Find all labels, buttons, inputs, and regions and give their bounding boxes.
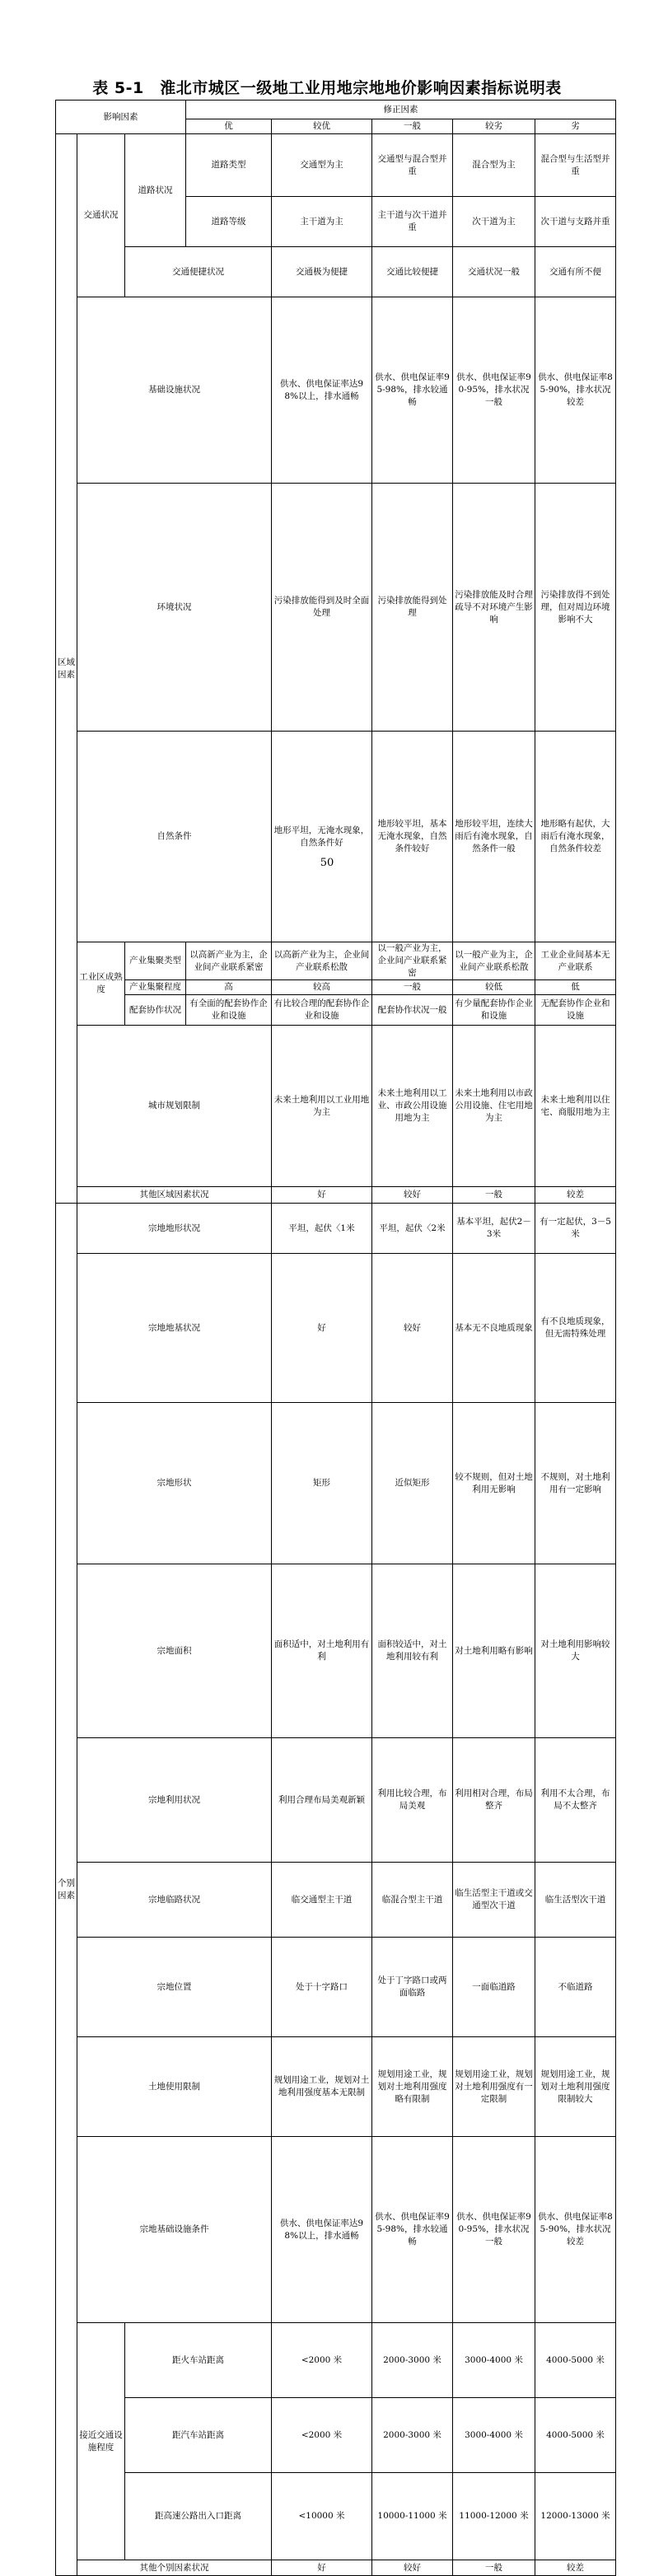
value-cell: 供水、供电保证率90-95%，排水状况一般 — [453, 2137, 535, 2323]
value-cell: 规划用途工业，规划对土地利用强度基本无限制 — [272, 2037, 372, 2137]
value-cell: 临交通型主干道 — [272, 1863, 372, 1938]
factor-name: 土地使用限制 — [77, 2037, 272, 2137]
value-cell: 对土地利用略有影响 — [453, 1564, 535, 1738]
value-cell: 污染排放能得到及时全面处理 — [272, 484, 372, 732]
factor-name: 宗地地形状况 — [77, 1204, 272, 1254]
factor-name: 道路等级 — [186, 197, 272, 247]
value-cell: <2000 米 — [272, 2398, 372, 2473]
factor-name: 城市规划限制 — [77, 1026, 272, 1187]
value-cell: 配套协作状况一般 — [372, 995, 453, 1026]
value-cell: 以高新产业为主，企业间产业联系松散 — [272, 942, 372, 980]
value-cell: 4000-5000 米 — [535, 2323, 616, 2398]
value-cell: 4000-5000 米 — [535, 2398, 616, 2473]
value-cell: 好 — [272, 1254, 372, 1403]
value-cell: 临生活型主干道或交通型次干道 — [453, 1863, 535, 1938]
subgroup-label: 交通状况 — [77, 134, 125, 297]
value-cell: <2000 米 — [272, 2323, 372, 2398]
value-cell: 规划用途工业，规划对土地利用强度有一定限制 — [453, 2037, 535, 2137]
value-cell: 污染排放得不到处理，但对周边环境影响不大 — [535, 484, 616, 732]
value-cell: 较好 — [372, 1187, 453, 1204]
value-cell: 交通型为主 — [272, 134, 372, 197]
value-cell: 工业企业间基本无产业联系 — [535, 942, 616, 980]
factor-name: 产业集聚程度 — [125, 980, 186, 995]
value-cell: 有比较合理的配套协作企业和设施 — [272, 995, 372, 1026]
value-cell: 地形较平坦，基本无淹水现象，自然条件较好 — [372, 732, 453, 942]
value-cell: 未来土地利用以工业、市政公用设施用地为主 — [372, 1026, 453, 1187]
value-cell: 较差 — [535, 2560, 616, 2576]
value-cell: 交通有所不便 — [535, 247, 616, 297]
value-cell: 面积较适中，对土地利用较有利 — [372, 1564, 453, 1738]
value-cell: 主干道与次干道并重 — [372, 197, 453, 247]
value-cell: 地形平坦，无淹水现象，自然条件好 — [272, 732, 372, 942]
value-cell: 以高新产业为主，企业间产业联系紧密 — [186, 942, 272, 980]
value-cell: 不临道路 — [535, 1938, 616, 2037]
value-cell: 10000-11000 米 — [372, 2473, 453, 2560]
value-cell: 未来土地利用以住宅、商服用地为主 — [535, 1026, 616, 1187]
factor-name: 道路类型 — [186, 134, 272, 197]
factor-name: 其他区域因素状况 — [77, 1187, 272, 1204]
value-cell: 次干道为主 — [453, 197, 535, 247]
factor-name: 宗地临路状况 — [77, 1863, 272, 1938]
subgroup-label: 工业区成熟度 — [77, 942, 125, 1026]
value-cell: 污染排放能及时合理疏导不对环境产生影响 — [453, 484, 535, 732]
value-cell: 供水、供电保证率95-98%，排水较通畅 — [372, 297, 453, 484]
value-cell: 混合型与生活型并重 — [535, 134, 616, 197]
value-cell: 利用比较合理，布局美观 — [372, 1738, 453, 1863]
factor-name: 基础设施状况 — [77, 297, 272, 484]
grade-header: 优 — [186, 119, 272, 134]
header-correction-label: 修正因素 — [186, 101, 616, 119]
value-cell: 规划用途工业，规划对土地利用强度限制较大 — [535, 2037, 616, 2137]
value-cell: 规划用途工业，规划对土地利用强度略有限制 — [372, 2037, 453, 2137]
value-cell: 11000-12000 米 — [453, 2473, 535, 2560]
page-number: 50 — [320, 857, 334, 869]
factor-name: 宗地基础设施条件 — [77, 2137, 272, 2323]
category-label: 个别因素 — [56, 1204, 77, 2576]
factor-name: 环境状况 — [77, 484, 272, 732]
value-cell: 有一定起伏，3－5米 — [535, 1204, 616, 1254]
value-cell: 以一般产业为主，企业间产业联系松散 — [453, 942, 535, 980]
value-cell: 较差 — [535, 1187, 616, 1204]
value-cell: 临生活型次干道 — [535, 1863, 616, 1938]
value-cell: 地形较平坦，连续大雨后有淹水现象，自然条件一般 — [453, 732, 535, 942]
value-cell: 3000-4000 米 — [453, 2398, 535, 2473]
value-cell: 低 — [535, 980, 616, 995]
value-cell: 主干道为主 — [272, 197, 372, 247]
value-cell: 一般 — [453, 1187, 535, 1204]
factor-name: 配套协作状况 — [125, 995, 186, 1026]
value-cell: 以一般产业为主，企业间产业联系紧密 — [372, 942, 453, 980]
factor-name: 自然条件 — [77, 732, 272, 942]
value-cell: 地形略有起伏，大雨后有淹水现象，自然条件较差 — [535, 732, 616, 942]
value-cell: 交通比较便捷 — [372, 247, 453, 297]
value-cell: 一般 — [453, 2560, 535, 2576]
value-cell: 矩形 — [272, 1403, 372, 1564]
value-cell: 利用合理布局美观新颖 — [272, 1738, 372, 1863]
value-cell: 处于丁字路口或两面临路 — [372, 1938, 453, 2037]
value-cell: 平坦，起伏〈1米 — [272, 1204, 372, 1254]
value-cell: 利用不太合理，布局不太整齐 — [535, 1738, 616, 1863]
value-cell: 有不良地质现象，但无需特殊处理 — [535, 1254, 616, 1403]
value-cell: 较好 — [372, 1254, 453, 1403]
value-cell: 较高 — [272, 980, 372, 995]
factor-name: 距汽车站距离 — [125, 2398, 272, 2473]
category-label: 区域因素 — [56, 134, 77, 1204]
grade-header: 一般 — [372, 119, 453, 134]
value-cell: 较好 — [372, 2560, 453, 2576]
value-cell: 有少量配套协作企业和设施 — [453, 995, 535, 1026]
factor-name: 宗地面积 — [77, 1564, 272, 1738]
value-cell: 面积适中，对土地利用有利 — [272, 1564, 372, 1738]
factor-name: 距火车站距离 — [125, 2323, 272, 2398]
value-cell: 供水、供电保证率达98%以上，排水通畅 — [272, 2137, 372, 2323]
subsubgroup-label: 道路状况 — [125, 134, 186, 247]
value-cell: 供水、供电保证率95-98%，排水较通畅 — [372, 2137, 453, 2323]
value-cell: 基本无不良地质现象 — [453, 1254, 535, 1403]
value-cell: 交通极为便捷 — [272, 247, 372, 297]
factor-name: 宗地利用状况 — [77, 1738, 272, 1863]
value-cell: 不规则，对土地利用有一定影响 — [535, 1403, 616, 1564]
grade-header: 劣 — [535, 119, 616, 134]
value-cell: 基本平坦，起伏2－3米 — [453, 1204, 535, 1254]
value-cell: 供水、供电保证率85-90%，排水状况较差 — [535, 297, 616, 484]
factor-table — [55, 100, 616, 2576]
value-cell: 供水、供电保证率达98%以上，排水通畅 — [272, 297, 372, 484]
value-cell: 近似矩形 — [372, 1403, 453, 1564]
value-cell: 供水、供电保证率90-95%，排水状况一般 — [453, 297, 535, 484]
value-cell: 无配套协作企业和设施 — [535, 995, 616, 1026]
value-cell: 平坦，起伏〈2米 — [372, 1204, 453, 1254]
value-cell: 交通状况一般 — [453, 247, 535, 297]
factor-name: 宗地位置 — [77, 1938, 272, 2037]
value-cell: 一面临道路 — [453, 1938, 535, 2037]
value-cell: 供水、供电保证率85-90%，排水状况较差 — [535, 2137, 616, 2323]
factor-name: 产业集聚类型 — [125, 942, 186, 980]
grade-header: 较优 — [272, 119, 372, 134]
value-cell: 混合型为主 — [453, 134, 535, 197]
value-cell: 交通型与混合型并重 — [372, 134, 453, 197]
factor-name: 宗地形状 — [77, 1403, 272, 1564]
value-cell: 一般 — [372, 980, 453, 995]
factor-name: 其他个别因素状况 — [77, 2560, 272, 2576]
value-cell: 较低 — [453, 980, 535, 995]
value-cell: 2000-3000 米 — [372, 2323, 453, 2398]
value-cell: 污染排放能得到处理 — [372, 484, 453, 732]
factor-name: 交通便捷状况 — [125, 247, 272, 297]
value-cell: 有全面的配套协作企业和设施 — [186, 995, 272, 1026]
value-cell: 好 — [272, 1187, 372, 1204]
value-cell: 3000-4000 米 — [453, 2323, 535, 2398]
value-cell: 2000-3000 米 — [372, 2398, 453, 2473]
value-cell: 次干道与支路并重 — [535, 197, 616, 247]
value-cell: 高 — [186, 980, 272, 995]
factor-name: 距高速公路出入口距离 — [125, 2473, 272, 2560]
factor-name: 宗地地基状况 — [77, 1254, 272, 1403]
value-cell: 未来土地利用以市政公用设施、住宅用地为主 — [453, 1026, 535, 1187]
value-cell: 处于十字路口 — [272, 1938, 372, 2037]
grade-header: 较劣 — [453, 119, 535, 134]
value-cell: <10000 米 — [272, 2473, 372, 2560]
value-cell: 对土地利用影响较大 — [535, 1564, 616, 1738]
value-cell: 12000-13000 米 — [535, 2473, 616, 2560]
value-cell: 好 — [272, 2560, 372, 2576]
value-cell: 未来土地利用以工业用地为主 — [272, 1026, 372, 1187]
header-factor-label: 影响因素 — [56, 101, 186, 134]
page-title: 表 5-1 淮北市城区一级地工业用地宗地地价影响因素指标说明表 — [92, 79, 562, 97]
value-cell: 较不规则，但对土地利用无影响 — [453, 1403, 535, 1564]
subgroup-label: 接近交通设施程度 — [77, 2323, 125, 2560]
value-cell: 临混合型主干道 — [372, 1863, 453, 1938]
value-cell: 利用相对合理，布局整齐 — [453, 1738, 535, 1863]
